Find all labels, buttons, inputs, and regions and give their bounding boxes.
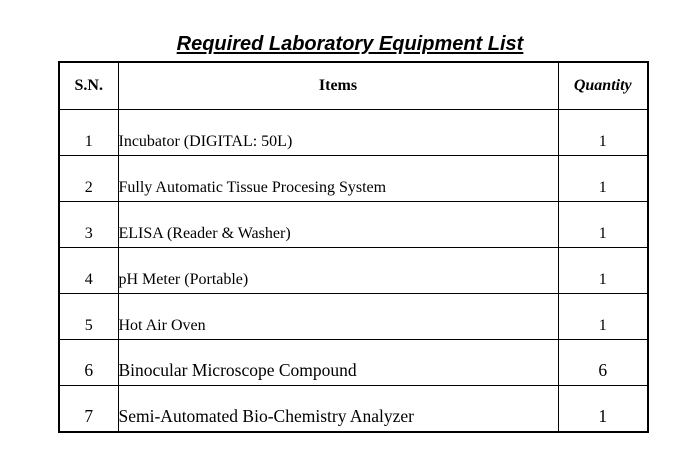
row-quantity: 1 <box>598 133 607 150</box>
table-row <box>59 340 648 386</box>
row-item: Fully Automatic Tissue Procesing System <box>118 179 387 196</box>
table-row <box>59 386 648 433</box>
page-title: Required Laboratory Equipment List <box>176 33 524 55</box>
row-item: Incubator (DIGITAL: 50L) <box>118 133 293 150</box>
table-row <box>59 110 648 156</box>
table-row <box>59 248 648 294</box>
row-sn: 3 <box>84 225 93 242</box>
row-sn: 6 <box>84 360 94 380</box>
row-quantity: 1 <box>598 271 607 288</box>
row-item: Binocular Microscope Compound <box>118 360 357 380</box>
row-sn: 5 <box>84 317 93 334</box>
row-item: Semi-Automated Bio-Chemistry Analyzer <box>118 406 415 426</box>
table-row <box>59 156 648 202</box>
row-quantity: 6 <box>598 360 608 380</box>
row-item: Hot Air Oven <box>118 317 206 334</box>
header-sn: S.N. <box>59 62 118 110</box>
row-sn: 1 <box>84 133 93 150</box>
row-quantity: 1 <box>598 406 608 426</box>
row-item: ELISA (Reader & Washer) <box>118 225 291 242</box>
table-header-row <box>59 62 648 110</box>
equipment-table <box>58 61 649 433</box>
row-quantity: 1 <box>598 225 607 242</box>
table-row <box>59 294 648 340</box>
header-quantity: Quantity <box>558 62 648 110</box>
row-sn: 2 <box>84 179 93 196</box>
row-quantity: 1 <box>598 179 607 196</box>
row-sn: 4 <box>84 271 93 288</box>
row-quantity: 1 <box>598 317 607 334</box>
row-sn: 7 <box>84 406 94 426</box>
header-items: Items <box>118 62 558 110</box>
table-row <box>59 202 648 248</box>
row-item: pH Meter (Portable) <box>118 271 249 288</box>
